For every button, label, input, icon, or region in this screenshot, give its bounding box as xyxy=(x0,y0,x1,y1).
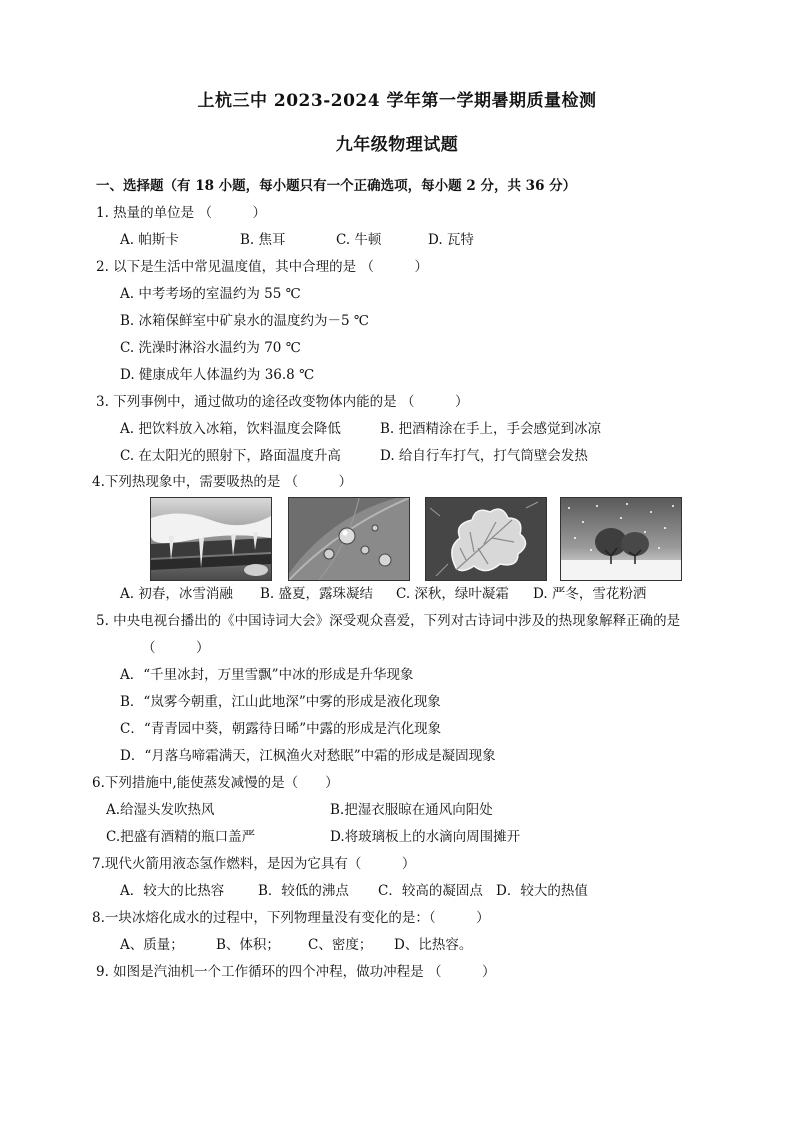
option: B．较低的沸点 xyxy=(258,883,349,899)
option: C. 深秋，绿叶凝霜 xyxy=(396,586,509,602)
exam-title: 上杭三中 2023-2024 学年第一学期暑期质量检测 xyxy=(197,91,597,111)
question-stem: 9. 如图是汽油机一个工作循环的四个冲程，做功冲程是 （ ） xyxy=(96,964,496,980)
option: C. 洗澡时淋浴水温约为 70 ℃ xyxy=(120,340,301,356)
question-stem: 4.下列热现象中，需要吸热的是 （ ） xyxy=(92,474,353,490)
option: B.把湿衣服晾在通风向阳处 xyxy=(330,802,493,818)
option: B、体积； xyxy=(216,937,280,953)
option: D、比热容。 xyxy=(394,937,473,953)
option: B. 把酒精涂在手上，手会感觉到冰凉 xyxy=(380,421,602,437)
photo-melting-ice xyxy=(150,497,272,581)
question-stem: 7.现代火箭用液态氢作燃料，是因为它具有（ ） xyxy=(92,856,416,872)
option: A．“千里冰封，万里雪飘”中冰的形成是升华现象 xyxy=(120,667,414,683)
option: A．较大的比热容 xyxy=(120,883,225,899)
option: D. 健康成年人体温约为 36.8 ℃ xyxy=(120,367,315,383)
photo-snowfall xyxy=(560,497,682,581)
answer-bracket: （ ） xyxy=(142,640,210,656)
question-stem: 3. 下列事例中，通过做功的途径改变物体内能的是 （ ） xyxy=(96,394,469,410)
question-stem: 5. 中央电视台播出的《中国诗词大会》深受观众喜爱，下列对古诗词中涉及的热现象解释正确的是 xyxy=(96,613,681,629)
option: D. 给自行车打气，打气筒壁会发热 xyxy=(380,448,588,464)
option: D．较大的热值 xyxy=(496,883,588,899)
option: C. 牛顿 xyxy=(336,232,382,248)
question-stem: 1. 热量的单位是 （ ） xyxy=(96,205,266,221)
section-heading: 一、选择题（有 18 小题，每小题只有一个正确选项，每小题 2 分，共 36 分） xyxy=(96,178,577,194)
question-stem: 2. 以下是生活中常见温度值，其中合理的是 （ ） xyxy=(96,259,428,275)
option: B. 盛夏，露珠凝结 xyxy=(260,586,374,602)
option: B．“岚雾今朝重，江山此地深”中雾的形成是液化现象 xyxy=(120,694,441,710)
question-stem: 8.一块冰熔化成水的过程中，下列物理量没有变化的是：（ ） xyxy=(92,910,490,926)
option: D. 瓦特 xyxy=(428,232,474,248)
option: D. 严冬，雪花粉洒 xyxy=(533,586,647,602)
option: A. 帕斯卡 xyxy=(120,232,179,248)
question-stem: 6.下列措施中,能使蒸发减慢的是（ ） xyxy=(92,775,339,791)
option: D．“月落乌啼霜满天，江枫渔火对愁眠”中霜的形成是凝固现象 xyxy=(120,748,496,764)
option: C．“青青园中葵，朝露待日晞”中露的形成是汽化现象 xyxy=(120,721,442,737)
option: C.把盛有酒精的瓶口盖严 xyxy=(106,829,256,845)
option: A. 把饮料放入冰箱，饮料温度会降低 xyxy=(120,421,341,437)
option: A. 中考考场的室温约为 55 ℃ xyxy=(120,286,301,302)
exam-subtitle: 九年级物理试题 xyxy=(335,135,459,155)
option: A.给湿头发吹热风 xyxy=(106,802,215,818)
option: C. 在太阳光的照射下，路面温度升高 xyxy=(120,448,341,464)
photo-dew-drops xyxy=(288,497,410,581)
option: D.将玻璃板上的水滴向周围摊开 xyxy=(330,829,521,845)
option: B. 冰箱保鲜室中矿泉水的温度约为－5 ℃ xyxy=(120,313,369,329)
option: C．较高的凝固点 xyxy=(378,883,483,899)
option: A、质量； xyxy=(120,937,184,953)
option: C、密度； xyxy=(308,937,373,953)
option: B. 焦耳 xyxy=(240,232,286,248)
option: A. 初春，冰雪消融 xyxy=(120,586,233,602)
photo-frosted-leaf xyxy=(425,497,547,581)
